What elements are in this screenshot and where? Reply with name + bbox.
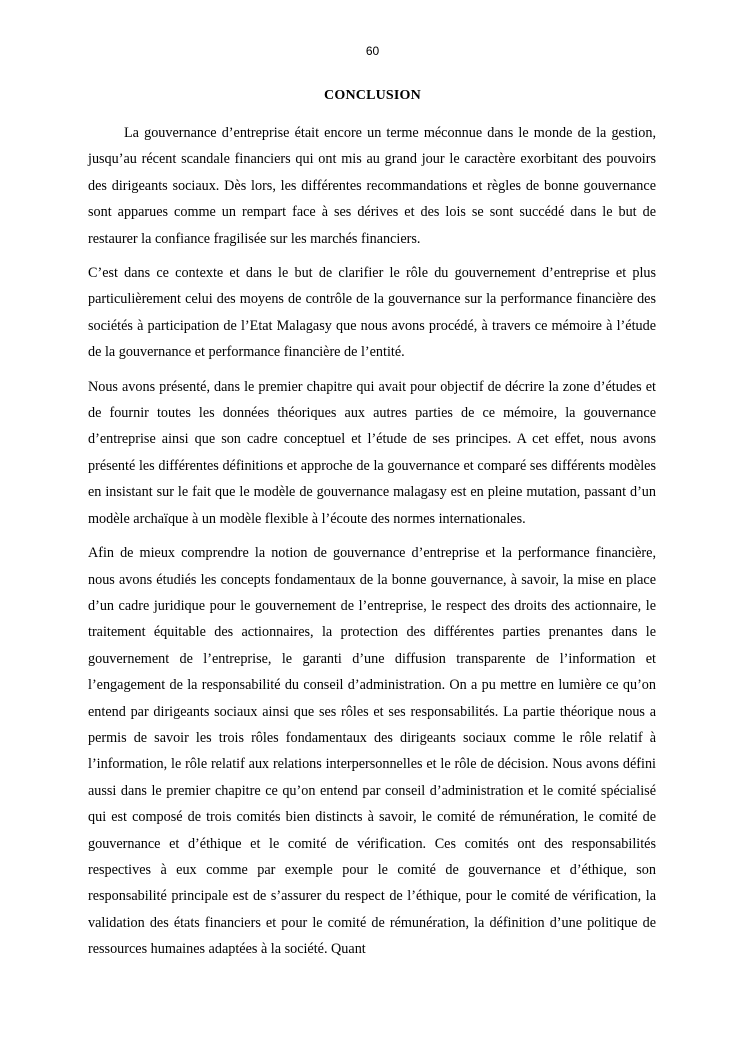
- page-number: 60: [365, 44, 380, 58]
- paragraph-context: C’est dans ce contexte et dans le but de clarifier le rôle du gouvernement d’entreprise et plus particulièrement celui des moyens de contrôle de la gouvernance sur la performance financière des sociétés à participation de l’Etat Malagasy que nous avons procédé, à travers ce mémoire à l’étude de la gouvernance et performance financière de l’entité.: [88, 265, 656, 361]
- paragraph-chapter-one: Nous avons présenté, dans le premier chapitre qui avait pour objectif de décrire la zone d’études et de fournir toutes les données théoriques aux autres parties de ce mémoire, la gouvernance d’entreprise ainsi que son cadre conceptuel et l’étude de ses principes. A cet effet, nous avons présenté les différentes définitions et approche de la gouvernance et comparé ses différents modèles en insistant sur le fait que le modèle de gouvernance malagasy est en pleine mutation, passant d’un modèle archaïque à un modèle flexible à l’écoute des normes internationales.: [88, 378, 656, 527]
- paragraph-concepts: Afin de mieux comprendre la notion de gouvernance d’entreprise et la performance financière, nous avons étudiés les concepts fondamentaux de la bonne gouvernance, à savoir, la mise en place d’un cadre juridique pour le gouvernement de l’entreprise, le respect des droits des actionnaire, le traitement équitable des actionnaires, la protection des différentes parties prenantes dans le gouvernement de l’entreprise, le garanti d’une diffusion transparente de l’information et l’engagement de la responsabilité du conseil d’administration. On a pu mettre en lumière ce qu’on entend par dirigeants sociaux ainsi que ses rôles et ses responsabilités. La partie théorique nous a permis de savoir les trois rôles fondamentaux des dirigeants sociaux comme le rôle relatif à l’information, le rôle relatif aux relations interpersonnelles et le rôle de décision. Nous avons défini aussi dans le premier chapitre ce qu’on entend par conseil d’administration et le comité spécialisé qui est composé de trois comités bien distincts à savoir, le comité de rémunération, le comité de gouvernance et d’éthique et le comité de vérification. Ces comités ont des responsabilités respectives à eux comme par exemple pour le comité de gouvernance et d’éthique, son responsabilité principale est de s’assurer du respect de l’éthique, pour le comité de vérification, la validation des états financiers et pour le comité de rémunération, la définition d’une politique de ressources humaines adaptées à la société. Quant: [88, 545, 656, 958]
- body-text: [88, 120, 656, 971]
- paragraph-intro: La gouvernance d’entreprise était encore un terme méconnue dans le monde de la gestion, jusqu’au récent scandale financiers qui ont mis au grand jour le caractère exorbitant des pouvoirs des dirigeants sociaux. Dès lors, les différentes recommandations et règles de bonne gouvernance sont apparues comme un rempart face à ses dérives et des lois se sont succédé dans le but de restaurer la confiance fragilisée sur les marchés financiers.: [88, 125, 656, 247]
- page-title: CONCLUSION: [324, 88, 421, 103]
